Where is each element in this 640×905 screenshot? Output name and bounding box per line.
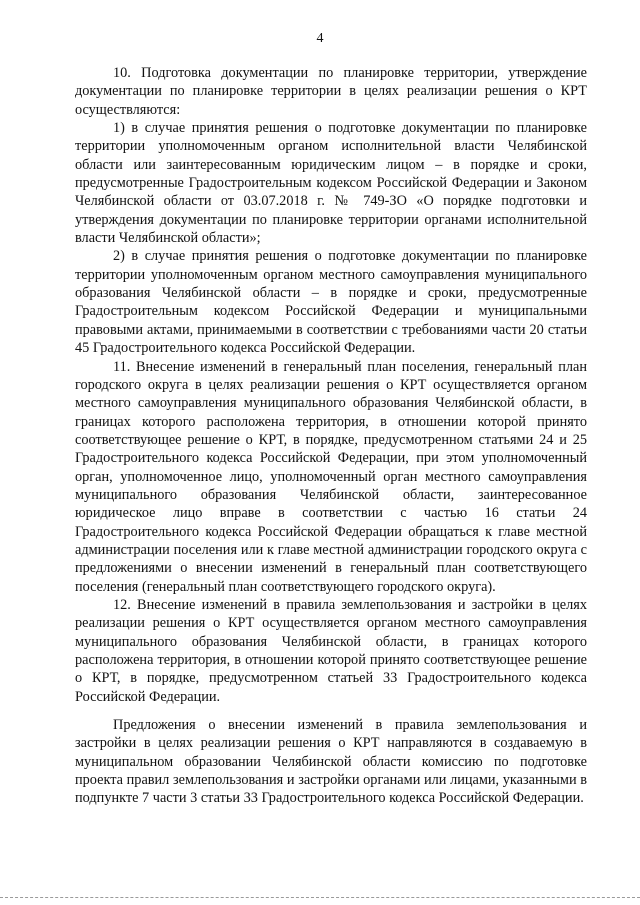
paragraph-proposals: Предложения о внесении изменений в правила землепользования и застройки в целях реализации решения о КРТ направляются в создаваемую в муниципальном образовании Челябинской области комиссию по подготовке проекта правил землепользования и застройки органами или лицами, указанными в подпункте 7 части 3 статьи 33 Градостроительного кодекса Российской Федерации. [75,717,587,807]
paragraph-subitem-10-1: 1) в случае принятия решения о подготовке документации по планировке территории уполномоченным органом исполнительной власти Челябинской области или заинтересованным юридическим лицом – в порядке и сроки, предусмотренные Градостроительным кодексом Российской Федерации и Законом Челябинской области от 03.07.2018 г. № 749-ЗО «О порядке подготовки и утверждения документации по планировке территории органами исполнительной власти Челябинской области»; [75,120,587,247]
scan-bottom-edge [0,897,640,898]
paragraph-item-10: 10. Подготовка документации по планировке территории, утверждение документации по планировке территории в целях реализации решения о КРТ осуществляются: [75,65,587,118]
paragraph-item-12: 12. Внесение изменений в правила землепользования и застройки в целях реализации решения о КРТ осуществляется органом местного самоуправления муниципального образования Челябинской области, в границах которого расположена территория, в отношении которой принято соответствующее решение о КРТ, в порядке, предусмотренном статьей 33 Градостроительного кодекса Российской Федерации. [75,596,587,705]
paragraph-item-11: 11. Внесение изменений в генеральный план поселения, генеральный план городского округа в целях реализации решения о КРТ осуществляется органом местного самоуправления муниципального образования Челябинской области, в границах которого расположена территория, в отношении которой принято соответствующее решение о КРТ, в порядке, предусмотренном статьями 24 и 25 Градостроительного кодекса Российской Федерации, при этом уполномоченный орган, уполномоченное лицо, уполномоченный орган местного самоуправления муниципального образования Челябинской области, заинтересованное юридическое лицо вправе в соответствии с частью 16 статьи 24 Градостроительного кодекса Российской Федерации обращаться к главе местной администрации поселения или к главе местной администрации городского округа с предложениями о внесении изменений в генеральный план соответствующего поселения (генеральный план соответствующего городского округа). [75,358,587,595]
page-number: 4 [316,31,324,46]
paragraph-subitem-10-2: 2) в случае принятия решения о подготовке документации по планировке территории уполномоченным органом местного самоуправления муниципального образования Челябинской области – в порядке и сроки, предусмотренные Градостроительным кодексом Российской Федерации и муниципальными правовыми актами, принимаемыми в соответствии с требованиями части 20 статьи 45 Градостроительного кодекса Российской Федерации. [75,248,587,357]
document-body [75,64,587,808]
